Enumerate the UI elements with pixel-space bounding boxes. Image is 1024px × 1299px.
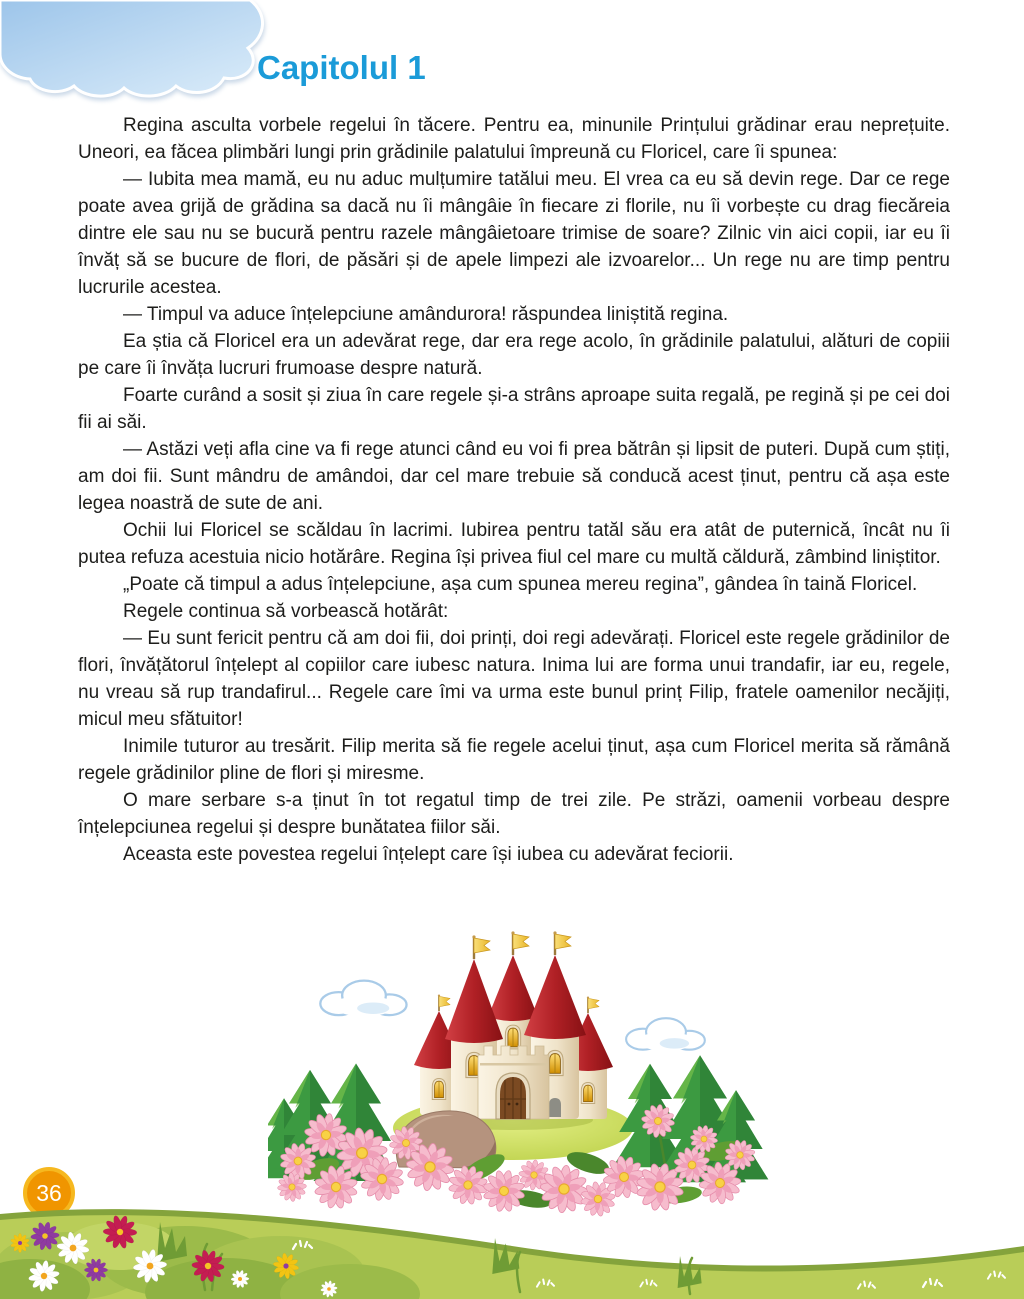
story-paragraph: Ea știa că Floricel era un adevărat rege, dar era rege acolo, în grădinile palatului, alături de copiii pe care îi învăța lucruri frumoase despre natură. xyxy=(78,331,950,379)
story-paragraph: — Iubita mea mamă, eu nu aduc mulțumire tatălui meu. El vrea ca eu să devin rege. Dar ce rege poate avea grijă de grădina sa dacă nu îi mângâie în fiecare zi florile, nu îi vorbește cu drag fiecăreia dintre ele sau nu se bucură pentru razele mângâietoare trimise de soare? Zilnic vin aici copii, iar eu îi învăț să se bucure de flori, de păsări și de apele limpezi ale izvoarelor... Un rege nu are timp pentru lucrurile acestea. xyxy=(78,169,950,298)
page-number: 36 xyxy=(36,1179,62,1206)
castle-illustration xyxy=(268,913,788,1218)
story-paragraph: O mare serbare s-a ținut în tot regatul timp de trei zile. Pe străzi, oamenii vorbeau despre înțelepciunea regelui și despre bunătatea fiilor săi. xyxy=(78,790,950,838)
story-paragraph: Ochii lui Floricel se scăldau în lacrimi. Iubirea pentru tatăl său era atât de puternică, încât nu îi putea refuza acestuia nicio hotărâre. Regina își privea fiul cel mare cu multă căldură, zâmbind liniștitor. xyxy=(78,520,950,568)
story-paragraph: „Poate că timpul a adus înțelepciune, așa cum spunea mereu regina”, gândea în taină Floricel. xyxy=(123,574,918,595)
corner-cloud-decoration xyxy=(0,0,280,100)
castle xyxy=(414,931,613,1119)
story-text xyxy=(78,112,950,868)
tower-niche xyxy=(549,1098,561,1117)
grass-footer-decoration xyxy=(0,1204,1024,1299)
story-paragraph: Regina asculta vorbele regelui în tăcere. Pentru ea, minunile Prințului grădinar erau neprețuite. Uneori, ea făcea plimbări lungi prin grădinile palatului împreună cu Floricel, care îi spunea: xyxy=(78,115,950,163)
story-paragraph: Inimile tuturor au tresărit. Filip merita să fie regele acelui ținut, așa cum Floricel merita să rămână regele grădinilor pline de flori și miresme. xyxy=(78,736,950,784)
story-paragraph: — Timpul va aduce înțelepciune amândurora! răspundea liniștită regina. xyxy=(123,304,729,325)
story-paragraph: Foarte curând a sosit și ziua în care regele și-a strâns aproape suita regală, pe regină și pe cei doi fii ai săi. xyxy=(78,385,950,433)
chapter-title: Capitolul 1 xyxy=(257,49,426,86)
cloud-icon xyxy=(0,0,263,96)
story-paragraph: Aceasta este povestea regelui înțelept care își iubea cu adevărat feciorii. xyxy=(123,844,734,865)
castle-gate xyxy=(496,1073,530,1119)
story-paragraph: — Eu sunt fericit pentru că am doi fii, doi prinți, doi regi adevărați. Floricel este regele grădinilor de flori, învățătorul înțelept al copiilor care iubesc natura. Inima lui are forma unui trandafir, iar eu, regele, nu vreau să rup trandafirul... Regele care îmi va urma este bunul prinț Filip, fratele oamenilor necăjiți, micul meu sfătuitor! xyxy=(78,628,950,730)
story-paragraph: Regele continua să vorbească hotărât: xyxy=(123,601,449,622)
story-paragraph: — Astăzi veți afla cine va fi rege atunci când eu voi fi prea bătrân și lipsit de puteri. După cum știți, am doi fii. Sunt mândru de amândoi, dar cel mare trebuie să conducă acest ținut, pentru că așa este legea noastră de sute de ani. xyxy=(78,439,950,514)
